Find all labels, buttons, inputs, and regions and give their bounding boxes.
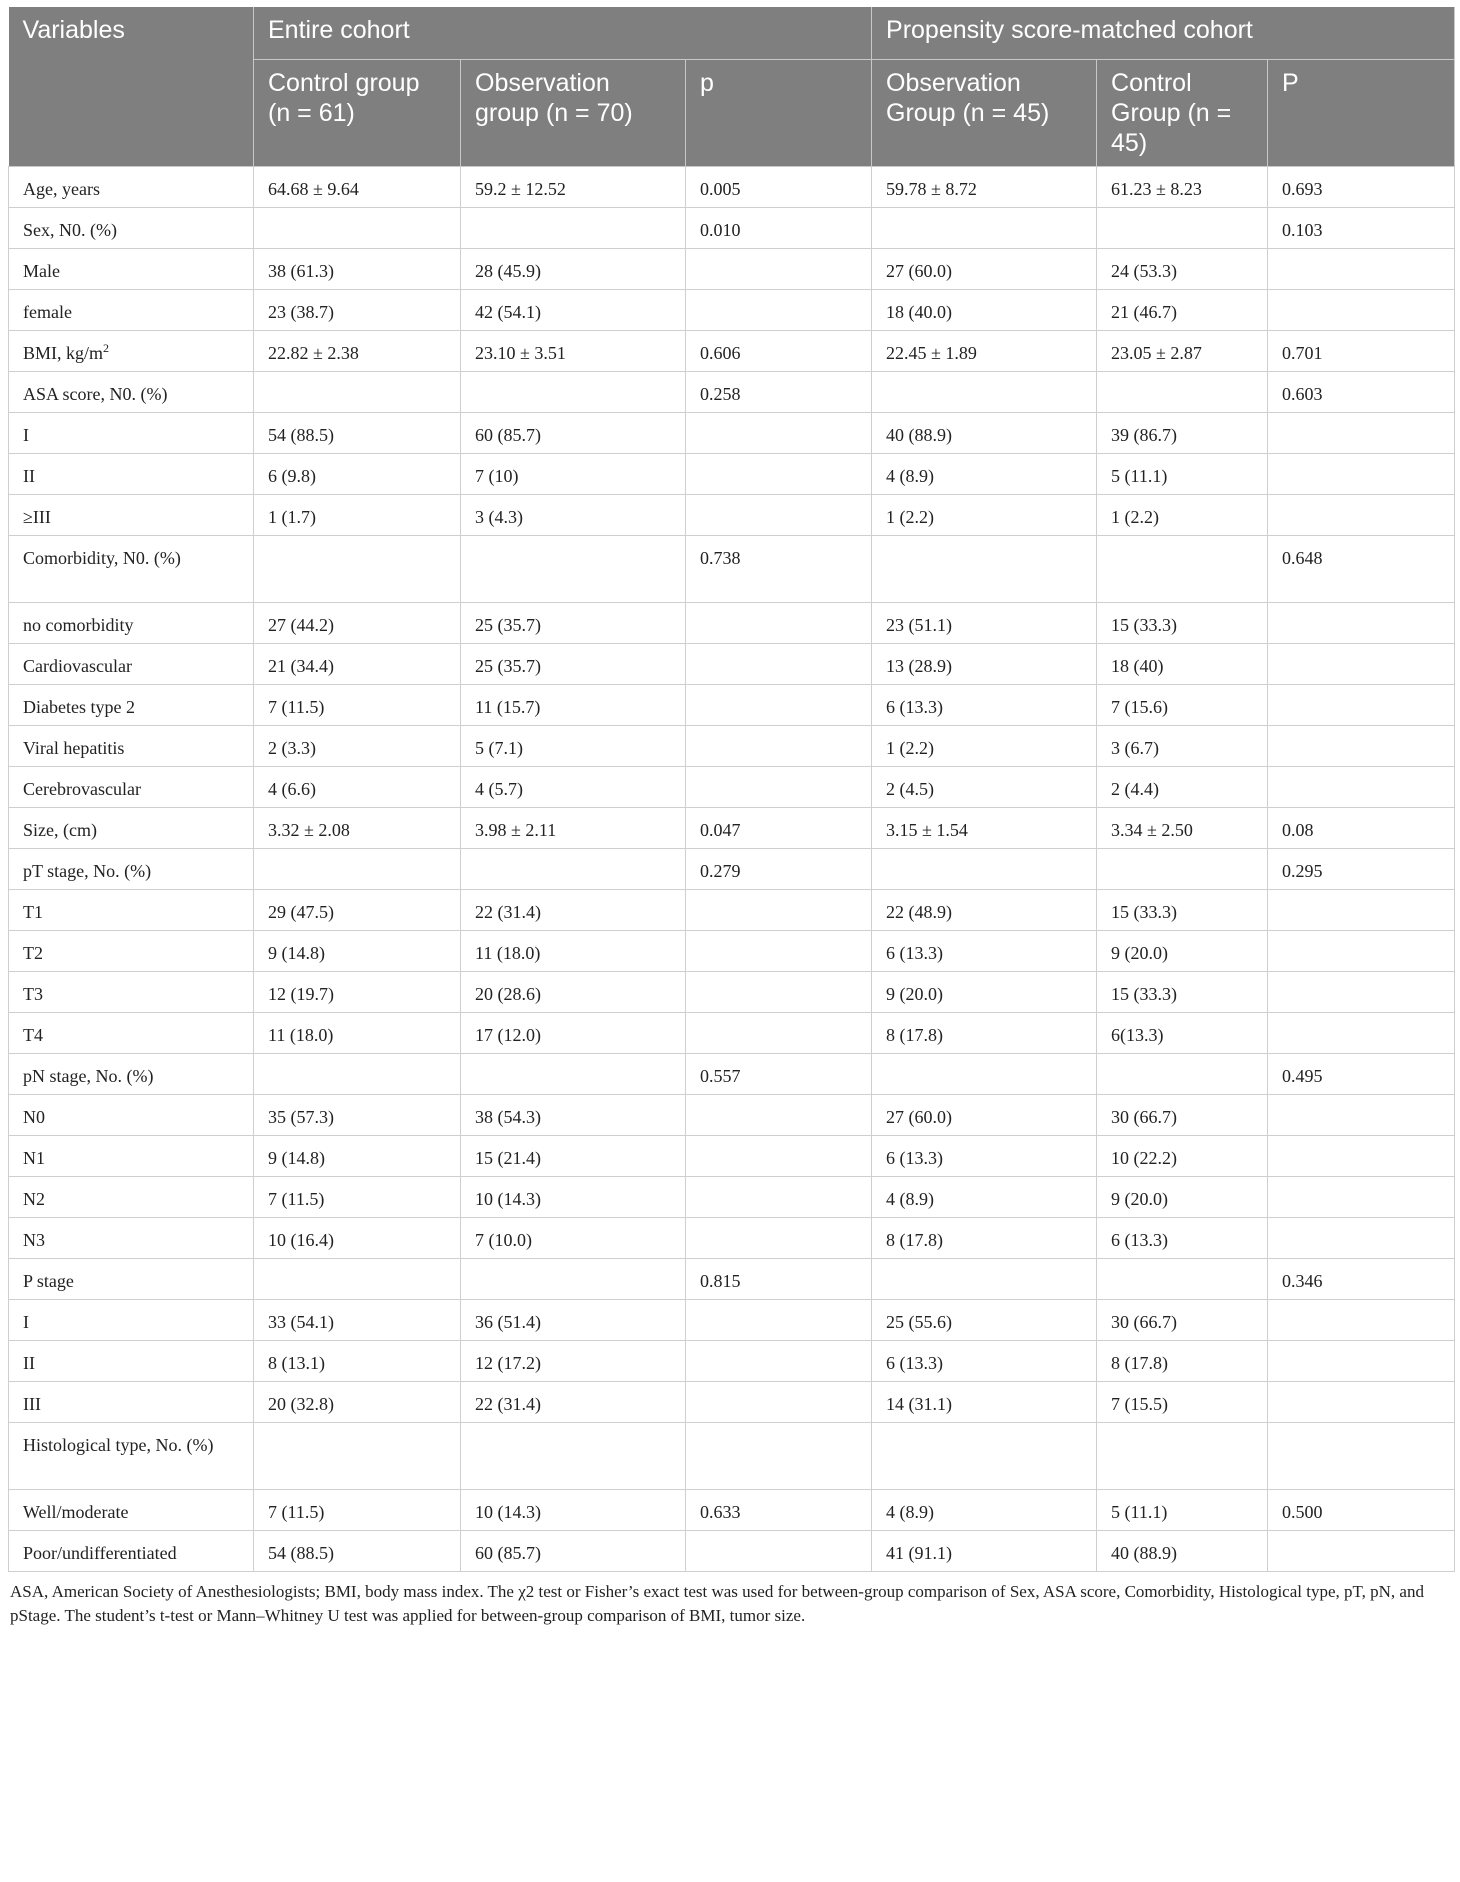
table-cell: [686, 726, 872, 767]
table-cell: 0.606: [686, 331, 872, 372]
table-cell: 17 (12.0): [461, 1013, 686, 1054]
table-cell: 21 (34.4): [254, 644, 461, 685]
table-cell: 6(13.3): [1097, 1013, 1268, 1054]
table-cell: 13 (28.9): [872, 644, 1097, 685]
table-cell: 9 (14.8): [254, 1136, 461, 1177]
table-cell: 20 (32.8): [254, 1382, 461, 1423]
table-cell: 6 (9.8): [254, 454, 461, 495]
table-cell: 3 (6.7): [1097, 726, 1268, 767]
table-cell: [872, 849, 1097, 890]
table-row: [9, 767, 1455, 808]
table-cell: 27 (60.0): [872, 1095, 1097, 1136]
table-cell: [872, 1054, 1097, 1095]
table-cell: [1268, 1531, 1455, 1572]
table-row: [9, 1490, 1455, 1531]
header-entire-cohort: Entire cohort: [254, 7, 872, 60]
table-cell: 0.047: [686, 808, 872, 849]
table-cell: 7 (11.5): [254, 1490, 461, 1531]
row-label: T1: [9, 890, 254, 931]
row-label: ≥III: [9, 495, 254, 536]
row-label: I: [9, 1300, 254, 1341]
table-container: [8, 7, 1454, 1628]
table-cell: 3.32 ± 2.08: [254, 808, 461, 849]
row-label: ASA score, N0. (%): [9, 372, 254, 413]
table-cell: [686, 972, 872, 1013]
row-label: I: [9, 413, 254, 454]
table-cell: 39 (86.7): [1097, 413, 1268, 454]
row-label: II: [9, 1341, 254, 1382]
row-label: Size, (cm): [9, 808, 254, 849]
table-row: [9, 1259, 1455, 1300]
table-cell: 3.34 ± 2.50: [1097, 808, 1268, 849]
table-cell: [461, 208, 686, 249]
table-body: [9, 167, 1455, 1572]
table-cell: 0.005: [686, 167, 872, 208]
table-cell: 29 (47.5): [254, 890, 461, 931]
row-label: III: [9, 1382, 254, 1423]
table-row: [9, 685, 1455, 726]
table-cell: 6 (13.3): [1097, 1218, 1268, 1259]
bmi-unit-superscript: 2: [103, 341, 110, 355]
characteristics-table: [8, 7, 1455, 1572]
row-label: female: [9, 290, 254, 331]
table-row: [9, 372, 1455, 413]
table-cell: 59.78 ± 8.72: [872, 167, 1097, 208]
table-cell: 6 (13.3): [872, 1341, 1097, 1382]
table-cell: [254, 1054, 461, 1095]
table-row: [9, 1013, 1455, 1054]
table-cell: 0.693: [1268, 167, 1455, 208]
table-cell: [1268, 290, 1455, 331]
table-cell: 0.346: [1268, 1259, 1455, 1300]
table-cell: 21 (46.7): [1097, 290, 1268, 331]
table-cell: 3 (4.3): [461, 495, 686, 536]
table-row: [9, 931, 1455, 972]
row-label: Male: [9, 249, 254, 290]
table-cell: 38 (61.3): [254, 249, 461, 290]
row-label: T3: [9, 972, 254, 1013]
row-label: Cerebrovascular: [9, 767, 254, 808]
row-label: Cardiovascular: [9, 644, 254, 685]
table-cell: 30 (66.7): [1097, 1300, 1268, 1341]
table-cell: [1097, 1423, 1268, 1490]
table-cell: 23 (38.7): [254, 290, 461, 331]
table-cell: [1268, 1423, 1455, 1490]
table-cell: 2 (3.3): [254, 726, 461, 767]
table-cell: 22 (48.9): [872, 890, 1097, 931]
table-cell: 9 (20.0): [1097, 1177, 1268, 1218]
row-label: T2: [9, 931, 254, 972]
table-cell: 8 (17.8): [872, 1013, 1097, 1054]
row-label: N0: [9, 1095, 254, 1136]
table-cell: [872, 536, 1097, 603]
table-cell: 38 (54.3): [461, 1095, 686, 1136]
table-cell: 4 (8.9): [872, 454, 1097, 495]
header-variables: Variables: [9, 7, 254, 167]
table-cell: 30 (66.7): [1097, 1095, 1268, 1136]
table-cell: 0.633: [686, 1490, 872, 1531]
table-cell: 0.495: [1268, 1054, 1455, 1095]
table-cell: 27 (44.2): [254, 603, 461, 644]
table-cell: 35 (57.3): [254, 1095, 461, 1136]
table-cell: 0.500: [1268, 1490, 1455, 1531]
table-cell: 0.08: [1268, 808, 1455, 849]
table-cell: 10 (16.4): [254, 1218, 461, 1259]
row-label: pN stage, No. (%): [9, 1054, 254, 1095]
table-cell: 15 (33.3): [1097, 890, 1268, 931]
table-cell: 54 (88.5): [254, 1531, 461, 1572]
row-label: pT stage, No. (%): [9, 849, 254, 890]
table-row: [9, 1177, 1455, 1218]
table-cell: [254, 208, 461, 249]
table-cell: [1268, 1177, 1455, 1218]
table-cell: 60 (85.7): [461, 1531, 686, 1572]
table-cell: [1268, 249, 1455, 290]
table-cell: [254, 372, 461, 413]
table-cell: 4 (5.7): [461, 767, 686, 808]
table-cell: [686, 454, 872, 495]
table-cell: 9 (20.0): [1097, 931, 1268, 972]
table-cell: [461, 1423, 686, 1490]
header-col: p: [686, 60, 872, 167]
table-cell: 27 (60.0): [872, 249, 1097, 290]
table-cell: 40 (88.9): [1097, 1531, 1268, 1572]
table-cell: 15 (21.4): [461, 1136, 686, 1177]
table-cell: [686, 644, 872, 685]
table-cell: 25 (55.6): [872, 1300, 1097, 1341]
table-cell: [686, 1382, 872, 1423]
table-cell: 7 (10): [461, 454, 686, 495]
table-cell: [1268, 1341, 1455, 1382]
table-cell: 0.258: [686, 372, 872, 413]
table-cell: 24 (53.3): [1097, 249, 1268, 290]
table-cell: 41 (91.1): [872, 1531, 1097, 1572]
table-row: [9, 1423, 1455, 1490]
table-cell: [1268, 454, 1455, 495]
row-label: P stage: [9, 1259, 254, 1300]
table-cell: 0.010: [686, 208, 872, 249]
table-cell: 7 (11.5): [254, 685, 461, 726]
table-row: [9, 726, 1455, 767]
table-cell: [1268, 1136, 1455, 1177]
table-header: [9, 7, 1455, 167]
row-label: N1: [9, 1136, 254, 1177]
table-row: [9, 413, 1455, 454]
table-cell: [686, 603, 872, 644]
table-cell: 0.279: [686, 849, 872, 890]
table-cell: [254, 1423, 461, 1490]
table-cell: 12 (19.7): [254, 972, 461, 1013]
table-cell: 4 (6.6): [254, 767, 461, 808]
table-cell: 6 (13.3): [872, 685, 1097, 726]
table-cell: 18 (40): [1097, 644, 1268, 685]
table-cell: [461, 372, 686, 413]
row-label: N2: [9, 1177, 254, 1218]
table-cell: [1097, 208, 1268, 249]
table-row: [9, 644, 1455, 685]
table-cell: [1268, 767, 1455, 808]
table-cell: 33 (54.1): [254, 1300, 461, 1341]
table-cell: 11 (18.0): [254, 1013, 461, 1054]
table-cell: 5 (11.1): [1097, 454, 1268, 495]
table-row: [9, 1300, 1455, 1341]
table-cell: 10 (14.3): [461, 1177, 686, 1218]
table-row: [9, 290, 1455, 331]
table-cell: [1268, 726, 1455, 767]
table-cell: [461, 849, 686, 890]
table-cell: [686, 1218, 872, 1259]
table-cell: [1268, 890, 1455, 931]
table-cell: 4 (8.9): [872, 1490, 1097, 1531]
table-cell: 6 (13.3): [872, 1136, 1097, 1177]
table-cell: 23.05 ± 2.87: [1097, 331, 1268, 372]
table-cell: 42 (54.1): [461, 290, 686, 331]
table-cell: 7 (10.0): [461, 1218, 686, 1259]
table-cell: 5 (7.1): [461, 726, 686, 767]
table-cell: [254, 1259, 461, 1300]
table-cell: 2 (4.4): [1097, 767, 1268, 808]
table-cell: 12 (17.2): [461, 1341, 686, 1382]
table-cell: [686, 1531, 872, 1572]
table-cell: [1097, 536, 1268, 603]
table-cell: 0.701: [1268, 331, 1455, 372]
table-row: [9, 1218, 1455, 1259]
table-cell: [1268, 972, 1455, 1013]
table-cell: 11 (18.0): [461, 931, 686, 972]
table-row: [9, 331, 1455, 372]
table-cell: [1097, 1054, 1268, 1095]
table-row: [9, 1054, 1455, 1095]
table-row: [9, 1531, 1455, 1572]
table-cell: [1268, 931, 1455, 972]
table-cell: [686, 1177, 872, 1218]
table-cell: [686, 1423, 872, 1490]
table-cell: 7 (15.6): [1097, 685, 1268, 726]
table-cell: [686, 890, 872, 931]
row-label: T4: [9, 1013, 254, 1054]
table-row: [9, 849, 1455, 890]
table-cell: 54 (88.5): [254, 413, 461, 454]
row-label: Poor/undifferentiated: [9, 1531, 254, 1572]
table-cell: [1268, 1218, 1455, 1259]
table-cell: [1268, 413, 1455, 454]
table-cell: 25 (35.7): [461, 603, 686, 644]
row-label: Sex, N0. (%): [9, 208, 254, 249]
table-row: [9, 603, 1455, 644]
table-cell: [1268, 495, 1455, 536]
table-row: [9, 808, 1455, 849]
table-cell: [872, 372, 1097, 413]
table-cell: 10 (22.2): [1097, 1136, 1268, 1177]
table-cell: [686, 1136, 872, 1177]
table-row: [9, 208, 1455, 249]
table-cell: 64.68 ± 9.64: [254, 167, 461, 208]
header-col: Observation Group (n = 45): [872, 60, 1097, 167]
row-label: Well/moderate: [9, 1490, 254, 1531]
table-cell: 28 (45.9): [461, 249, 686, 290]
table-cell: 3.98 ± 2.11: [461, 808, 686, 849]
table-cell: [254, 849, 461, 890]
table-cell: 1 (2.2): [1097, 495, 1268, 536]
table-cell: [461, 536, 686, 603]
table-row: [9, 972, 1455, 1013]
table-cell: [686, 1300, 872, 1341]
table-row: [9, 1136, 1455, 1177]
table-cell: 22 (31.4): [461, 890, 686, 931]
table-cell: [1097, 849, 1268, 890]
table-cell: 5 (11.1): [1097, 1490, 1268, 1531]
table-cell: 3.15 ± 1.54: [872, 808, 1097, 849]
table-row: [9, 249, 1455, 290]
table-cell: 0.103: [1268, 208, 1455, 249]
table-cell: 2 (4.5): [872, 767, 1097, 808]
table-cell: [1097, 372, 1268, 413]
table-cell: 36 (51.4): [461, 1300, 686, 1341]
row-label: Diabetes type 2: [9, 685, 254, 726]
table-cell: 15 (33.3): [1097, 603, 1268, 644]
table-cell: 6 (13.3): [872, 931, 1097, 972]
table-cell: 0.648: [1268, 536, 1455, 603]
table-cell: [254, 536, 461, 603]
table-cell: [686, 685, 872, 726]
table-row: [9, 536, 1455, 603]
table-cell: 22.82 ± 2.38: [254, 331, 461, 372]
table-cell: [1268, 685, 1455, 726]
table-cell: [1268, 644, 1455, 685]
table-row: [9, 495, 1455, 536]
table-cell: 1 (2.2): [872, 726, 1097, 767]
table-cell: [686, 931, 872, 972]
table-cell: 8 (13.1): [254, 1341, 461, 1382]
row-label: BMI, $kg/m^2$: [9, 331, 254, 372]
table-cell: [1268, 1013, 1455, 1054]
table-cell: 25 (35.7): [461, 644, 686, 685]
table-cell: 22.45 ± 1.89: [872, 331, 1097, 372]
table-cell: 0.815: [686, 1259, 872, 1300]
table-cell: [686, 1095, 872, 1136]
table-cell: 60 (85.7): [461, 413, 686, 454]
table-cell: 0.738: [686, 536, 872, 603]
table-cell: [1268, 1095, 1455, 1136]
table-footnote: ASA, American Society of Anesthesiologists; BMI, body mass index. The χ2 test or Fisher’s exact test was used for between-group comparison of Sex, ASA score, Comorbidity, Histological type, pT, pN, and pStage. The student’s t-test or Mann–Whitney U test was applied for between-group comparison of BMI, tumor size.: [10, 1582, 1424, 1625]
table-cell: [686, 290, 872, 331]
table-row: [9, 167, 1455, 208]
table-cell: 9 (14.8): [254, 931, 461, 972]
table-cell: 23.10 ± 3.51: [461, 331, 686, 372]
table-cell: 20 (28.6): [461, 972, 686, 1013]
table-cell: 40 (88.9): [872, 413, 1097, 454]
table-cell: 8 (17.8): [1097, 1341, 1268, 1382]
table-row: [9, 1095, 1455, 1136]
row-label: no comorbidity: [9, 603, 254, 644]
header-col: Observation group (n = 70): [461, 60, 686, 167]
table-cell: [872, 1423, 1097, 1490]
table-cell: [686, 413, 872, 454]
table-row: [9, 890, 1455, 931]
table-cell: [686, 767, 872, 808]
table-row: [9, 454, 1455, 495]
table-cell: 7 (11.5): [254, 1177, 461, 1218]
table-cell: [686, 249, 872, 290]
table-cell: 23 (51.1): [872, 603, 1097, 644]
table-cell: 8 (17.8): [872, 1218, 1097, 1259]
table-cell: [1268, 603, 1455, 644]
table-cell: 15 (33.3): [1097, 972, 1268, 1013]
table-cell: 59.2 ± 12.52: [461, 167, 686, 208]
table-cell: [1268, 1382, 1455, 1423]
table-cell: 22 (31.4): [461, 1382, 686, 1423]
table-cell: 4 (8.9): [872, 1177, 1097, 1218]
table-cell: 0.295: [1268, 849, 1455, 890]
row-label: Viral hepatitis: [9, 726, 254, 767]
table-cell: [461, 1054, 686, 1095]
row-label: N3: [9, 1218, 254, 1259]
table-cell: 10 (14.3): [461, 1490, 686, 1531]
row-label: II: [9, 454, 254, 495]
header-col: Control Group (n = 45): [1097, 60, 1268, 167]
table-cell: 9 (20.0): [872, 972, 1097, 1013]
header-col: P: [1268, 60, 1455, 167]
table-cell: [1268, 1300, 1455, 1341]
header-psm-cohort: Propensity score-matched cohort: [872, 7, 1455, 60]
table-cell: 1 (2.2): [872, 495, 1097, 536]
table-cell: 61.23 ± 8.23: [1097, 167, 1268, 208]
header-col: Control group (n = 61): [254, 60, 461, 167]
table-cell: [686, 1013, 872, 1054]
table-cell: 0.603: [1268, 372, 1455, 413]
table-row: [9, 1341, 1455, 1382]
table-cell: 1 (1.7): [254, 495, 461, 536]
row-label: Histological type, No. (%): [9, 1423, 254, 1490]
table-cell: [686, 1341, 872, 1382]
table-cell: [872, 1259, 1097, 1300]
table-cell: 0.557: [686, 1054, 872, 1095]
table-cell: 14 (31.1): [872, 1382, 1097, 1423]
table-cell: [872, 208, 1097, 249]
row-label: Age, years: [9, 167, 254, 208]
table-cell: 11 (15.7): [461, 685, 686, 726]
table-row: [9, 1382, 1455, 1423]
table-cell: [461, 1259, 686, 1300]
table-cell: [686, 495, 872, 536]
row-label: Comorbidity, N0. (%): [9, 536, 254, 603]
table-cell: 18 (40.0): [872, 290, 1097, 331]
table-cell: [1097, 1259, 1268, 1300]
table-cell: 7 (15.5): [1097, 1382, 1268, 1423]
